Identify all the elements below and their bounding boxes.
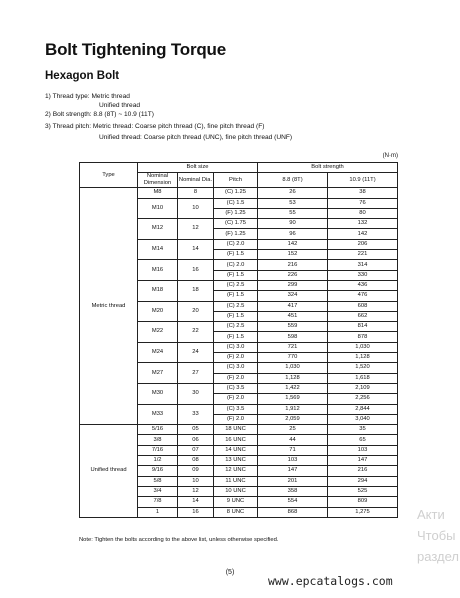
nominal-dimension-cell: M16 bbox=[138, 260, 178, 281]
spec-number: 1) bbox=[45, 93, 51, 100]
nominal-dimension-cell: M10 bbox=[138, 198, 178, 219]
pitch-cell: (C) 2.0 bbox=[214, 260, 258, 270]
torque-8t-cell: 201 bbox=[258, 476, 328, 486]
torque-8t-cell: 1,569 bbox=[258, 394, 328, 404]
torque-11t-cell: 476 bbox=[328, 291, 398, 301]
spec-text: Unified thread bbox=[99, 102, 141, 109]
unit-label: (N·m) bbox=[382, 153, 398, 159]
table-note: Note: Tighten the bolts according to the above list, unless otherwise specified. bbox=[79, 537, 279, 543]
torque-8t-cell: 358 bbox=[258, 486, 328, 496]
nominal-dimension-cell: M30 bbox=[138, 383, 178, 404]
torque-8t-cell: 152 bbox=[258, 250, 328, 260]
header-nominal-dia: Nominal Dia. bbox=[178, 173, 214, 188]
torque-11t-cell: 38 bbox=[328, 188, 398, 198]
nominal-dimension-cell: 7/8 bbox=[138, 497, 178, 507]
pitch-cell: (C) 1.75 bbox=[214, 219, 258, 229]
table-row bbox=[80, 425, 398, 435]
spec-line bbox=[99, 133, 292, 142]
nominal-dia-cell: 16 bbox=[178, 507, 214, 517]
torque-8t-cell: 770 bbox=[258, 353, 328, 363]
spec-line bbox=[45, 122, 264, 131]
nominal-dia-cell: 24 bbox=[178, 342, 214, 363]
pitch-cell: 8 UNC bbox=[214, 507, 258, 517]
nominal-dia-cell: 8 bbox=[178, 188, 214, 198]
torque-8t-cell: 90 bbox=[258, 219, 328, 229]
torque-11t-cell: 662 bbox=[328, 311, 398, 321]
pitch-cell: (C) 3.0 bbox=[214, 342, 258, 352]
torque-8t-cell: 96 bbox=[258, 229, 328, 239]
page-title: Bolt Tightening Torque bbox=[45, 40, 226, 59]
thread-type-cell: Unified thread bbox=[80, 425, 138, 518]
torque-11t-cell: 1,618 bbox=[328, 373, 398, 383]
nominal-dimension-cell: 1/2 bbox=[138, 456, 178, 466]
nominal-dimension-cell: 3/4 bbox=[138, 486, 178, 496]
torque-8t-cell: 598 bbox=[258, 332, 328, 342]
torque-11t-cell: 436 bbox=[328, 280, 398, 290]
nominal-dia-cell: 14 bbox=[178, 239, 214, 260]
torque-8t-cell: 142 bbox=[258, 239, 328, 249]
torque-11t-cell: 216 bbox=[328, 466, 398, 476]
torque-8t-cell: 2,059 bbox=[258, 414, 328, 424]
torque-8t-cell: 1,030 bbox=[258, 363, 328, 373]
pitch-cell: 14 UNC bbox=[214, 445, 258, 455]
nominal-dimension-cell: 7/16 bbox=[138, 445, 178, 455]
nominal-dimension-cell: M14 bbox=[138, 239, 178, 260]
table-body bbox=[80, 188, 398, 518]
pitch-cell: 13 UNC bbox=[214, 456, 258, 466]
torque-11t-cell: 1,275 bbox=[328, 507, 398, 517]
page-number: (5) bbox=[225, 569, 235, 576]
torque-8t-cell: 147 bbox=[258, 466, 328, 476]
nominal-dimension-cell: M27 bbox=[138, 363, 178, 384]
torque-8t-cell: 417 bbox=[258, 301, 328, 311]
torque-8t-cell: 554 bbox=[258, 497, 328, 507]
pitch-cell: (F) 1.5 bbox=[214, 291, 258, 301]
pitch-cell: (C) 2.0 bbox=[214, 239, 258, 249]
nominal-dia-cell: 20 bbox=[178, 301, 214, 322]
torque-8t-cell: 559 bbox=[258, 322, 328, 332]
torque-8t-cell: 324 bbox=[258, 291, 328, 301]
nominal-dimension-cell: M22 bbox=[138, 322, 178, 343]
pitch-cell: (C) 3.5 bbox=[214, 383, 258, 393]
torque-11t-cell: 206 bbox=[328, 239, 398, 249]
header-type: Type bbox=[80, 163, 138, 188]
pitch-cell: (F) 2.0 bbox=[214, 394, 258, 404]
torque-11t-cell: 1,030 bbox=[328, 342, 398, 352]
torque-11t-cell: 147 bbox=[328, 456, 398, 466]
torque-8t-cell: 26 bbox=[258, 188, 328, 198]
pitch-cell: 16 UNC bbox=[214, 435, 258, 445]
header-strength-8t: 8.8 (8T) bbox=[258, 173, 328, 188]
nominal-dia-cell: 07 bbox=[178, 445, 214, 455]
pitch-cell: (F) 1.5 bbox=[214, 332, 258, 342]
spec-text: Bolt strength: 8.8 (8T) ~ 10.9 (11T) bbox=[52, 111, 154, 118]
table-row bbox=[80, 188, 398, 198]
torque-11t-cell: 132 bbox=[328, 219, 398, 229]
pitch-cell: (C) 1.25 bbox=[214, 188, 258, 198]
pitch-cell: 9 UNC bbox=[214, 497, 258, 507]
nominal-dia-cell: 27 bbox=[178, 363, 214, 384]
pitch-cell: (C) 2.5 bbox=[214, 301, 258, 311]
torque-11t-cell: 330 bbox=[328, 270, 398, 280]
nominal-dia-cell: 22 bbox=[178, 322, 214, 343]
torque-8t-cell: 1,128 bbox=[258, 373, 328, 383]
header-bolt-strength: Bolt strength bbox=[258, 163, 398, 173]
pitch-cell: (F) 2.0 bbox=[214, 373, 258, 383]
spec-line bbox=[99, 101, 140, 110]
torque-8t-cell: 25 bbox=[258, 425, 328, 435]
nominal-dia-cell: 18 bbox=[178, 280, 214, 301]
nominal-dia-cell: 16 bbox=[178, 260, 214, 281]
nominal-dimension-cell: 3/8 bbox=[138, 435, 178, 445]
torque-11t-cell: 608 bbox=[328, 301, 398, 311]
nominal-dimension-cell: M18 bbox=[138, 280, 178, 301]
spec-line bbox=[45, 92, 130, 101]
torque-8t-cell: 71 bbox=[258, 445, 328, 455]
pitch-cell: (F) 1.5 bbox=[214, 311, 258, 321]
nominal-dimension-cell: 5/8 bbox=[138, 476, 178, 486]
torque-11t-cell: 2,256 bbox=[328, 394, 398, 404]
nominal-dimension-cell: M33 bbox=[138, 404, 178, 425]
pitch-cell: (C) 2.5 bbox=[214, 322, 258, 332]
torque-11t-cell: 314 bbox=[328, 260, 398, 270]
torque-8t-cell: 226 bbox=[258, 270, 328, 280]
pitch-cell: (C) 3.5 bbox=[214, 404, 258, 414]
nominal-dimension-cell: 5/16 bbox=[138, 425, 178, 435]
torque-11t-cell: 2,844 bbox=[328, 404, 398, 414]
torque-8t-cell: 1,422 bbox=[258, 383, 328, 393]
torque-8t-cell: 451 bbox=[258, 311, 328, 321]
site-url: www.epcatalogs.com bbox=[268, 574, 393, 588]
spec-text: Thread pitch: Metric thread: Coarse pitch thread (C), fine pitch thread (F) bbox=[52, 123, 265, 130]
pitch-cell: 10 UNC bbox=[214, 486, 258, 496]
torque-11t-cell: 142 bbox=[328, 229, 398, 239]
pitch-cell: (F) 2.0 bbox=[214, 353, 258, 363]
torque-11t-cell: 1,128 bbox=[328, 353, 398, 363]
nominal-dia-cell: 30 bbox=[178, 383, 214, 404]
nominal-dia-cell: 33 bbox=[178, 404, 214, 425]
torque-11t-cell: 814 bbox=[328, 322, 398, 332]
torque-11t-cell: 294 bbox=[328, 476, 398, 486]
pitch-cell: (C) 1.5 bbox=[214, 198, 258, 208]
pitch-cell: (C) 2.5 bbox=[214, 280, 258, 290]
pitch-cell: (F) 1.5 bbox=[214, 270, 258, 280]
spec-number: 3) bbox=[45, 123, 51, 130]
torque-11t-cell: 103 bbox=[328, 445, 398, 455]
nominal-dia-cell: 05 bbox=[178, 425, 214, 435]
nominal-dimension-cell: M20 bbox=[138, 301, 178, 322]
torque-8t-cell: 53 bbox=[258, 198, 328, 208]
pitch-cell: (F) 1.25 bbox=[214, 229, 258, 239]
header-nominal-dimension: Nominal Dimension bbox=[138, 173, 178, 188]
torque-8t-cell: 44 bbox=[258, 435, 328, 445]
torque-8t-cell: 721 bbox=[258, 342, 328, 352]
torque-11t-cell: 221 bbox=[328, 250, 398, 260]
pitch-cell: 12 UNC bbox=[214, 466, 258, 476]
nominal-dia-cell: 12 bbox=[178, 219, 214, 240]
torque-11t-cell: 878 bbox=[328, 332, 398, 342]
pitch-cell: (F) 1.5 bbox=[214, 250, 258, 260]
nominal-dimension-cell: M8 bbox=[138, 188, 178, 198]
torque-table bbox=[79, 162, 398, 518]
nominal-dia-cell: 12 bbox=[178, 486, 214, 496]
nominal-dia-cell: 09 bbox=[178, 466, 214, 476]
nominal-dimension-cell: M24 bbox=[138, 342, 178, 363]
watermark-line: Чтобы bbox=[417, 528, 456, 543]
section-title: Hexagon Bolt bbox=[45, 70, 120, 82]
torque-8t-cell: 103 bbox=[258, 456, 328, 466]
torque-11t-cell: 65 bbox=[328, 435, 398, 445]
nominal-dia-cell: 10 bbox=[178, 198, 214, 219]
torque-8t-cell: 55 bbox=[258, 208, 328, 218]
nominal-dia-cell: 08 bbox=[178, 456, 214, 466]
pitch-cell: (F) 2.0 bbox=[214, 414, 258, 424]
nominal-dia-cell: 10 bbox=[178, 476, 214, 486]
torque-11t-cell: 525 bbox=[328, 486, 398, 496]
torque-11t-cell: 76 bbox=[328, 198, 398, 208]
torque-11t-cell: 80 bbox=[328, 208, 398, 218]
torque-8t-cell: 868 bbox=[258, 507, 328, 517]
nominal-dimension-cell: 1 bbox=[138, 507, 178, 517]
thread-type-cell: Metric thread bbox=[80, 188, 138, 425]
nominal-dia-cell: 14 bbox=[178, 497, 214, 507]
watermark-line: Акти bbox=[417, 507, 445, 522]
nominal-dimension-cell: M12 bbox=[138, 219, 178, 240]
torque-11t-cell: 3,040 bbox=[328, 414, 398, 424]
spec-line bbox=[45, 110, 154, 119]
watermark-line: раздел bbox=[417, 549, 459, 564]
torque-11t-cell: 809 bbox=[328, 497, 398, 507]
pitch-cell: (F) 1.25 bbox=[214, 208, 258, 218]
pitch-cell: 18 UNC bbox=[214, 425, 258, 435]
header-pitch: Pitch bbox=[214, 173, 258, 188]
torque-8t-cell: 299 bbox=[258, 280, 328, 290]
pitch-cell: (C) 3.0 bbox=[214, 363, 258, 373]
spec-text: Thread type: Metric thread bbox=[52, 93, 130, 100]
nominal-dimension-cell: 9/16 bbox=[138, 466, 178, 476]
torque-8t-cell: 1,912 bbox=[258, 404, 328, 414]
pitch-cell: 11 UNC bbox=[214, 476, 258, 486]
torque-8t-cell: 216 bbox=[258, 260, 328, 270]
torque-11t-cell: 1,520 bbox=[328, 363, 398, 373]
torque-11t-cell: 2,109 bbox=[328, 383, 398, 393]
spec-text: Unified thread: Coarse pitch thread (UNC), fine pitch thread (UNF) bbox=[99, 134, 293, 141]
header-bolt-size: Bolt size bbox=[138, 163, 258, 173]
torque-11t-cell: 35 bbox=[328, 425, 398, 435]
spec-number: 2) bbox=[45, 111, 51, 118]
header-strength-11t: 10.9 (11T) bbox=[328, 173, 398, 188]
nominal-dia-cell: 06 bbox=[178, 435, 214, 445]
